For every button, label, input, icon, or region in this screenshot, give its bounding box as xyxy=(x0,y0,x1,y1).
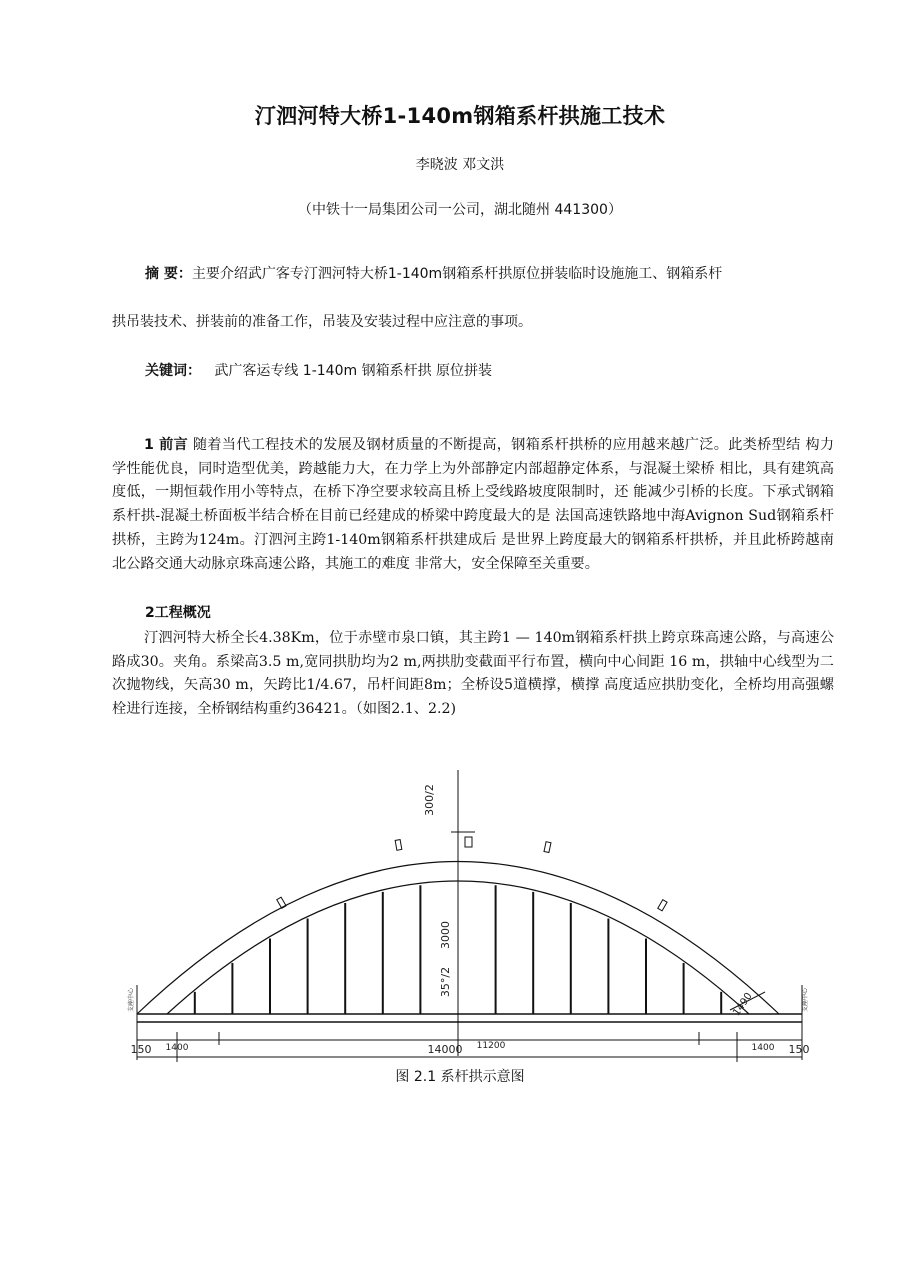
tied-arch-diagram xyxy=(125,770,815,1062)
dim-span-label: 14000 xyxy=(427,1043,463,1056)
section1-heading: 1 前言 xyxy=(144,437,189,453)
crown-block xyxy=(465,837,472,847)
abstract-label: 摘 要： xyxy=(145,266,192,282)
dim-lower-label: 35°/2 xyxy=(439,966,452,998)
section1-paragraph xyxy=(112,434,834,576)
abstract-line1 xyxy=(145,263,722,283)
support-right-label: 支座中心 xyxy=(802,987,809,1013)
dim-center-label: 11200 xyxy=(476,1041,506,1051)
section2-heading: 2工程概况 xyxy=(145,605,211,621)
figure-caption: 图 2.1 系杆拱示意图 xyxy=(395,1069,525,1085)
abstract-line2: 拱吊装技术、拼装前的准备工作，吊装及安装过程中应注意的事项。 xyxy=(112,314,532,330)
section1-text: 随着当代工程技术的发展及钢材质量的不断提高，钢箱系杆拱桥的应用越来越广泛。此类桥型结 构力学性能优良，同时造型优美，跨越能力大，在力学上为外部静定内部超静定体系，与混凝土梁桥 相比，具有建筑高度低，一期恒载作用小等特点，在桥下净空要求较高且桥上受线路坡度限制时，还 能减少引桥的长度。下承式钢箱系杆拱-混凝土桥面板半结合桥在目前已经建成的桥梁中跨度最大的是 法国高速铁路地中海Avignon Sud钢箱系杆拱桥，主跨为124m。汀泗河主跨1-140m钢箱系杆拱建成后 是世界上跨度最大的钢箱系杆拱桥，并且此桥跨越南北公路交通大动脉京珠高速公路，其施工的难度 非常大，安全保障至关重要。 xyxy=(112,437,835,572)
section2-paragraph: 汀泗河特大桥全长4.38Km，位于赤壁市泉口镇，其主跨1 — 140m钢箱系杆拱上跨京珠高速公路，与高速公路成30。夹角。系梁高3.5 m,宽同拱肋均为2 m,两拱肋变截面平行布置，横向中心间距 16 m，拱轴中心线型为二次抛物线，矢高30 m，矢跨比1/4.67，吊杆间距8m；全桥设5道横撑，横撑 高度适应拱肋变化，全桥均用高强螺栓进行连接，全桥钢结构重约36421。（如图2.1、2.2) xyxy=(112,630,834,718)
paper-title: 汀泗河特大桥1-140m钢箱系杆拱施工技术 xyxy=(254,104,666,128)
dim-right-panel-label: 1400 xyxy=(751,1043,775,1053)
dim-top-label: 300/2 xyxy=(423,784,436,816)
dim-rise-label: 3000 xyxy=(439,921,452,949)
abstract-text-1: 主要介绍武广客专汀泗河特大桥1-140m钢箱系杆拱原位拼装临时设施施工、钢箱系杆 xyxy=(191,266,723,282)
keywords-text: 武广客运专线 1-140m 钢箱系杆拱 原位拼装 xyxy=(214,363,493,379)
keywords-label: 关键词： xyxy=(145,363,201,379)
dim-end-diag-label: 1490 xyxy=(731,990,755,1019)
dim-left-edge-label: 150 xyxy=(130,1043,152,1056)
support-left-label: 支座中心 xyxy=(128,987,135,1013)
keywords xyxy=(145,360,492,380)
affiliation: （中铁十一局集团公司一公司，湖北随州 441300） xyxy=(298,202,622,218)
dim-left-panel-label: 1400 xyxy=(165,1043,189,1053)
authors: 李晓波 邓文洪 xyxy=(415,157,505,173)
dim-right-edge-label: 150 xyxy=(788,1043,810,1056)
